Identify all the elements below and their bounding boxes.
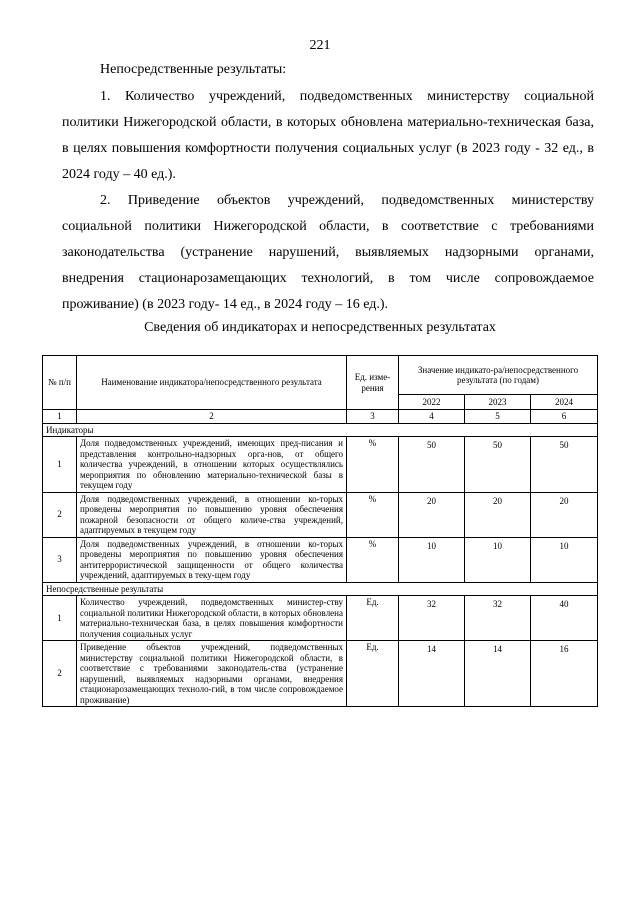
row-unit: Ед. <box>347 596 399 641</box>
row-value: 32 <box>399 596 465 641</box>
row-num: 2 <box>43 492 77 537</box>
header-values: Значение индикато-ра/непосредственного результата (по годам) <box>399 356 598 395</box>
header-year: 2022 <box>399 395 465 410</box>
section-row <box>43 423 598 437</box>
header-unit: Ед. изме-рения <box>347 356 399 410</box>
table-row <box>43 641 598 707</box>
table-row <box>43 537 598 582</box>
paragraph-2: 2. Приведение объектов учреждений, подведомственных министерству социальной политики Нижегородской области, в соответствие с требованиями законодательства (устранение нарушений, выявляемых надзорными органами, внедрения стационарозамещающих технологий, в том числе сопровождаемое проживание) (в 2023 году- 14 ед., в 2024 году – 16 ед.). <box>62 193 594 312</box>
row-name: Доля подведомственных учреждений, имеющих пред-писания и представления контрольно-надзорных орга-нов, от общего количества учреждений, в отношении которых осуществлялись мероприятия по обновлению материально-технической базы в текущем году <box>77 437 347 493</box>
row-unit: % <box>347 492 399 537</box>
row-value: 20 <box>399 492 465 537</box>
page-number: 221 <box>309 38 331 53</box>
row-name: Доля подведомственных учреждений, в отношении ко-торых проведены мероприятия по повышению уровня обеспечения антитеррористической защищенности от общего количества учреждений, адаптируемых в теку-щем году <box>77 537 347 582</box>
header-num: № п/п <box>43 356 77 410</box>
header-year: 2023 <box>465 395 531 410</box>
row-name: Приведение объектов учреждений, подведомственных министерству социальной политики Нижегородской области, в соответствие с требованиями законодатель-ства (устранение нарушений, выявляемых надзорными органами, внедрения стационарозамещающих техноло-гий, в том числе сопровождаемое проживание) <box>77 641 347 707</box>
row-value: 20 <box>531 492 598 537</box>
row-num: 3 <box>43 537 77 582</box>
row-name: Доля подведомственных учреждений, в отношении ко-торых проведены мероприятия по повышению уровня обеспечения пожарной безопасности от общего количе-ства учреждений, адаптируемых в текущем году <box>77 492 347 537</box>
column-number: 4 <box>399 410 465 424</box>
paragraph-1: 1. Количество учреждений, подведомственных министерству социальной политики Нижегородской области, в которых обновлена материально-техническая база, в целях повышения комфортности получения социальных услуг (в 2023 году - 32 ед., в 2024 году – 40 ед.). <box>62 89 594 182</box>
row-name: Количество учреждений, подведомственных министер-ству социальной политики Нижегородской области, в которых обновлена материально-техническая база, в целях повышения комфортности получения социальных услуг <box>77 596 347 641</box>
row-value: 32 <box>465 596 531 641</box>
table-row <box>43 492 598 537</box>
table-row <box>43 596 598 641</box>
row-value: 10 <box>399 537 465 582</box>
section-row <box>43 582 598 596</box>
column-number: 6 <box>531 410 598 424</box>
row-value: 50 <box>399 437 465 493</box>
row-unit: % <box>347 537 399 582</box>
row-unit: Ед. <box>347 641 399 707</box>
row-num: 1 <box>43 437 77 493</box>
header-year: 2024 <box>531 395 598 410</box>
column-number: 5 <box>465 410 531 424</box>
section-title-results: Непосредственные результаты <box>43 582 598 596</box>
row-value: 20 <box>465 492 531 537</box>
row-value: 14 <box>465 641 531 707</box>
column-number: 3 <box>347 410 399 424</box>
row-value: 14 <box>399 641 465 707</box>
row-num: 1 <box>43 596 77 641</box>
row-value: 50 <box>465 437 531 493</box>
row-value: 10 <box>465 537 531 582</box>
row-unit: % <box>347 437 399 493</box>
section-heading: Непосредственные результаты: <box>100 62 287 77</box>
header-row <box>43 356 598 395</box>
row-value: 40 <box>531 596 598 641</box>
row-num: 2 <box>43 641 77 707</box>
header-name: Наименование индикатора/непосредственного результата <box>77 356 347 410</box>
row-value: 16 <box>531 641 598 707</box>
table-row <box>43 437 598 493</box>
row-value: 10 <box>531 537 598 582</box>
table-title: Сведения об индикаторах и непосредственных результатах <box>144 320 496 335</box>
column-number: 1 <box>43 410 77 424</box>
row-value: 50 <box>531 437 598 493</box>
indicators-table <box>42 355 598 707</box>
column-number: 2 <box>77 410 347 424</box>
section-title-indicators: Индикаторы <box>43 423 598 437</box>
column-number-row <box>43 410 598 424</box>
